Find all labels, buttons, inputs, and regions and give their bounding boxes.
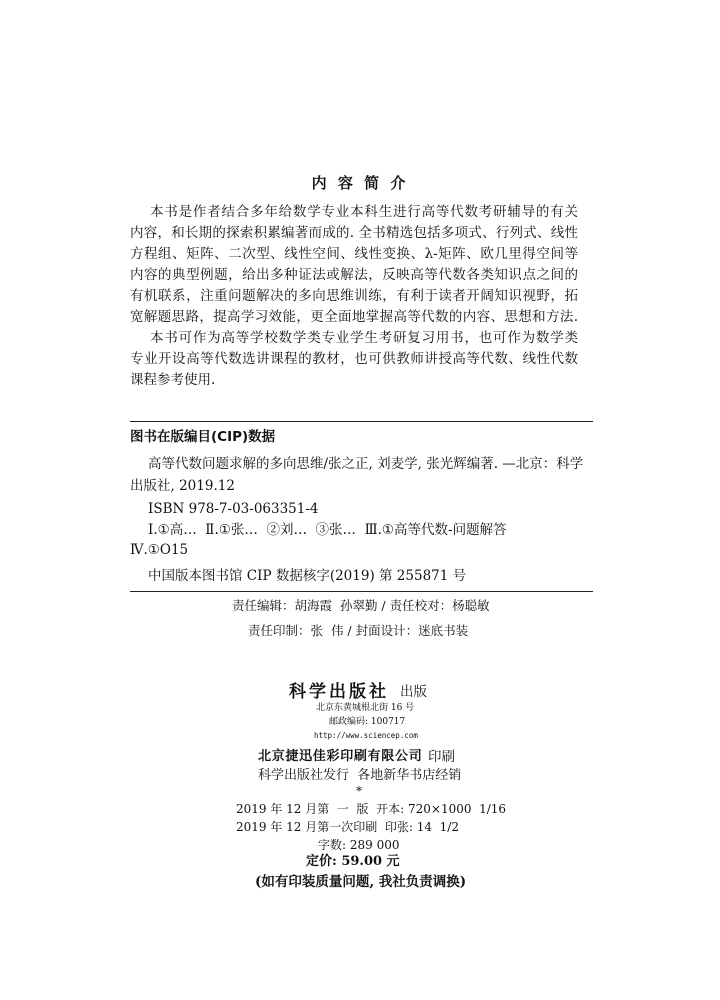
cip-line: 高等代数问题求解的多向思维/张之正, 刘麦学, 张光辉编著. —北京：科学 bbox=[148, 456, 584, 472]
cip-classification: Ⅳ.①O15 bbox=[130, 542, 189, 558]
publisher-address: 北京东黄城根北街 16 号 bbox=[316, 703, 415, 713]
cip-bottom-rule bbox=[130, 591, 593, 592]
editor-credits: 责任编辑：胡海霞 孙翠勤 / 责任校对：杨聪敏 bbox=[232, 598, 490, 613]
intro-line: 本书是作者结合多年给数学专业本科生进行高等代数考研辅导的有关 bbox=[150, 204, 578, 220]
cip-top-rule bbox=[130, 421, 593, 422]
intro-line: 内容的典型例题，给出多种证法或解法，反映高等代数各类知识点之间的 bbox=[130, 267, 578, 283]
printer-logo: 北京捷迅佳彩印刷有限公司 bbox=[258, 749, 423, 764]
printer-suffix: 印刷 bbox=[428, 749, 455, 765]
publisher-logo: 科学出版社 bbox=[289, 682, 389, 702]
cip-line: 出版社, 2019.12 bbox=[130, 478, 235, 494]
cip-record-number: 中国版本图书馆 CIP 数据核字(2019) 第 255871 号 bbox=[148, 568, 467, 584]
word-count: 字数: 289 000 bbox=[318, 838, 400, 852]
cip-isbn: ISBN 978-7-03-063351-4 bbox=[148, 501, 319, 517]
intro-text bbox=[130, 202, 578, 391]
cip-heading: 图书在版编目(CIP)数据 bbox=[130, 429, 276, 445]
quality-notice: (如有印装质量问题, 我社负责调换) bbox=[255, 874, 467, 890]
page-title: 内 容 简 介 bbox=[311, 174, 409, 192]
cip-subject-line: Ⅰ.①高… Ⅱ.①张… ②刘… ③张… Ⅲ.①高等代数-问题解答 bbox=[148, 522, 507, 538]
intro-line: 本书可作为高等学校数学类专业学生考研复习用书，也可作为数学类 bbox=[150, 330, 578, 346]
publisher-website: http://www.sciencep.com bbox=[314, 731, 418, 740]
printing-line: 2019 年 12 月第一次印刷 印张: 14 1/2 bbox=[236, 820, 459, 834]
intro-line: 课程参考使用. bbox=[130, 372, 216, 388]
price: 定价: 59.00 元 bbox=[306, 854, 400, 869]
production-credits: 责任印制：张 伟 / 封面设计：迷底书装 bbox=[248, 623, 469, 638]
intro-line: 有机联系，注重问题解决的多向思维训练，有利于读者开阔知识视野，拓 bbox=[130, 288, 578, 304]
intro-line: 宽解题思路，提高学习效能，更全面地掌握高等代数的内容、思想和方法. bbox=[130, 309, 578, 325]
separator-asterisk: * bbox=[356, 784, 362, 798]
distribution-line: 科学出版社发行 各地新华书店经销 bbox=[258, 768, 462, 783]
publisher-postcode: 邮政编码: 100717 bbox=[329, 717, 406, 727]
publisher-suffix: 出版 bbox=[400, 684, 427, 700]
edition-line: 2019 年 12 月第 一 版 开本: 720×1000 1/16 bbox=[236, 802, 507, 816]
intro-line: 内容，和长期的探索积累编著而成的. 全书精选包括多项式、行列式、线性 bbox=[130, 225, 578, 241]
intro-line: 方程组、矩阵、二次型、线性空间、线性变换、λ-矩阵、欧几里得空间等 bbox=[130, 246, 578, 262]
intro-line: 专业开设高等代数选讲课程的教材，也可供教师讲授高等代数、线性代数 bbox=[130, 351, 578, 367]
